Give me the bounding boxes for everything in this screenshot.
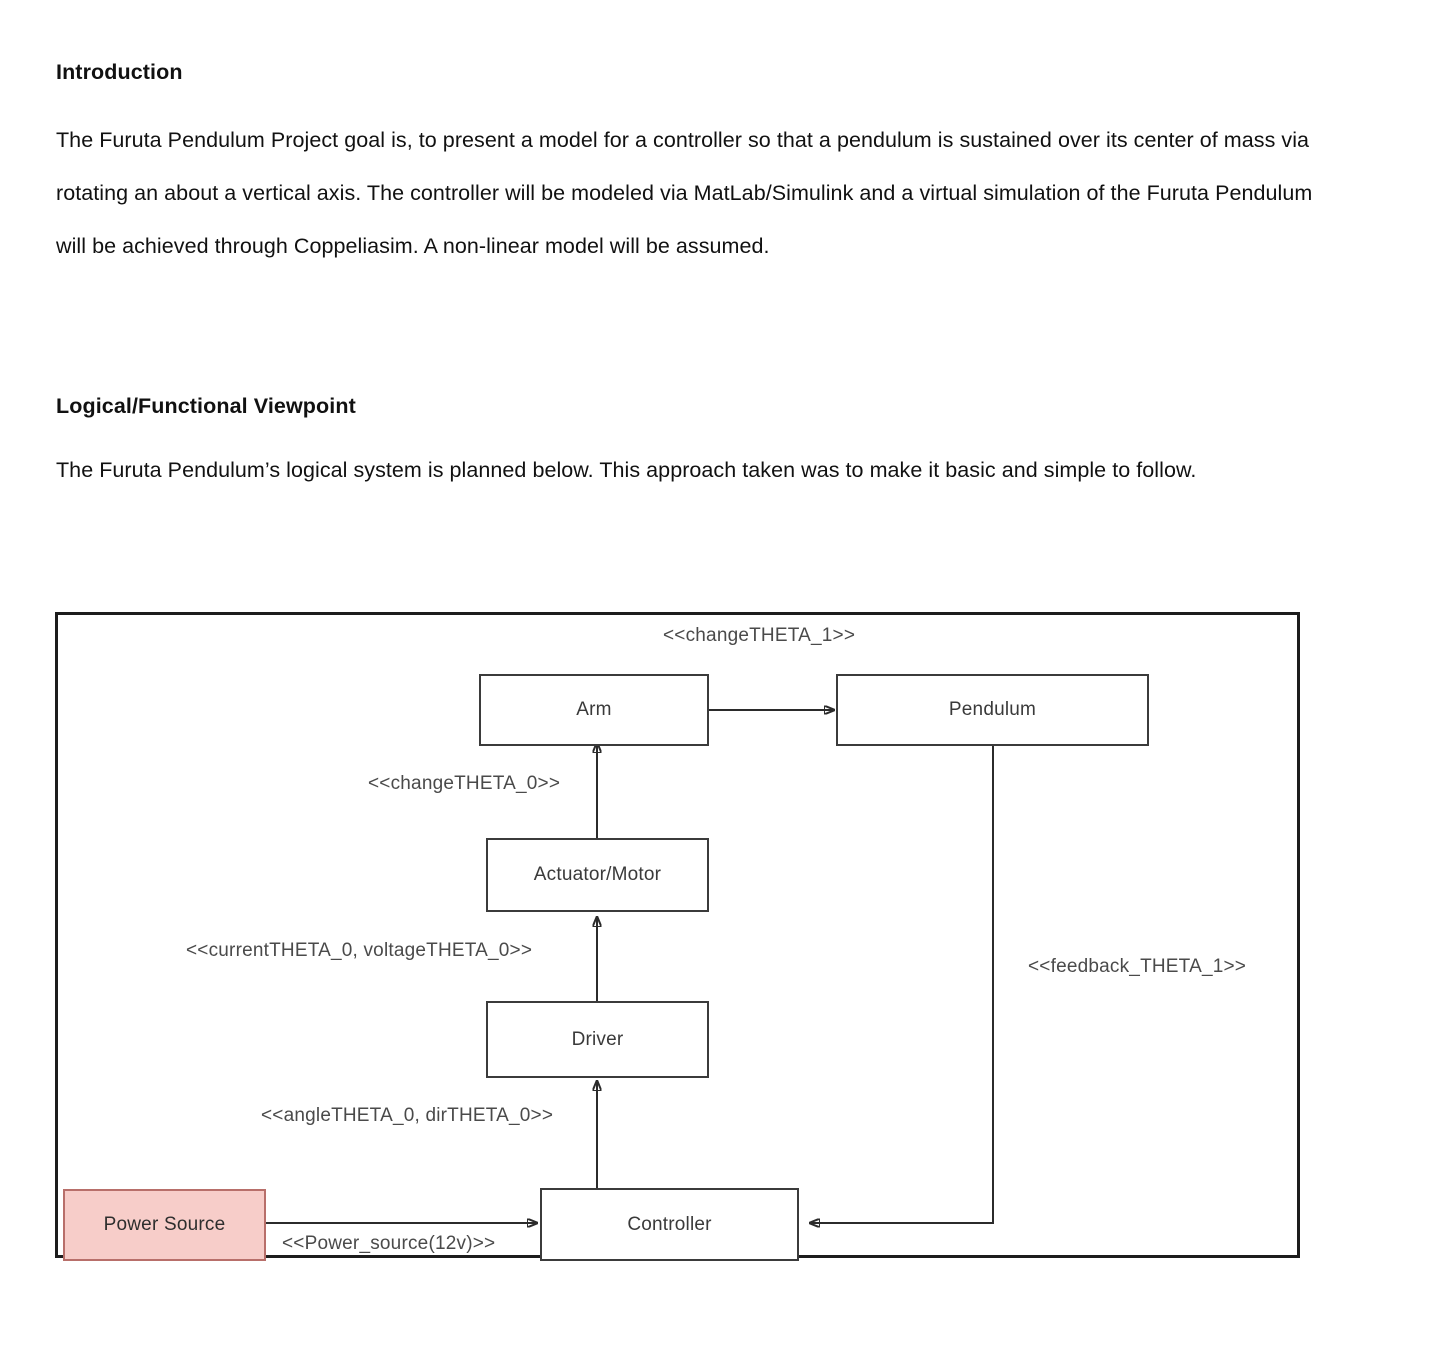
edge-label-feedback-THETA1: <<feedback_THETA_1>> <box>1028 956 1247 977</box>
edge-label-current-voltage-THETA0: <<currentTHETA_0, voltageTHETA_0>> <box>186 940 533 961</box>
block-diagram-canvas <box>58 615 1297 1255</box>
edge-label-changeTHETA1: <<changeTHETA_1>> <box>663 625 856 646</box>
edge-label-angle-dir-THETA0: <<angleTHETA_0, dirTHETA_0>> <box>261 1105 554 1126</box>
introduction-heading <box>56 60 1326 86</box>
diagram-node-label: Power Source <box>103 1214 226 1235</box>
diagram-node-arm[interactable] <box>479 674 709 746</box>
diagram-node-driver[interactable] <box>486 1001 709 1078</box>
diagram-node-controller[interactable] <box>540 1188 799 1261</box>
introduction-paragraph-text: The Furuta Pendulum Project goal is, to present a model for a controller so that a pendulum is sustained over its center of mass via rotating an about a vertical axis. The controller will be modeled via MatLab/Simulink and a virtual simulation of the Furuta Pendulum will be achieved through Coppeliasim. A non-linear model will be assumed. <box>56 128 1313 258</box>
introduction-paragraph <box>56 114 1326 273</box>
logical-viewpoint-paragraph <box>56 444 1326 497</box>
diagram-node-label: Controller <box>627 1213 712 1235</box>
logical-viewpoint-paragraph-text: The Furuta Pendulum’s logical system is planned below. This approach taken was to make it basic and simple to follow. <box>56 458 1197 482</box>
edge-label-changeTHETA0: <<changeTHETA_0>> <box>368 773 561 794</box>
diagram-node-actuator-motor[interactable] <box>486 838 709 912</box>
block-diagram-frame <box>55 612 1300 1258</box>
diagram-node-label: Pendulum <box>948 699 1037 720</box>
edge-label-power-source-12v: <<Power_source(12v)>> <box>282 1233 496 1254</box>
diagram-node-label: Driver <box>571 1028 624 1050</box>
wire-pendulum-feedback-to-controller <box>810 746 993 1223</box>
section-heading-text: Logical/Functional Viewpoint <box>56 394 356 418</box>
diagram-node-power-source[interactable] <box>63 1189 266 1261</box>
section-heading-text: Introduction <box>56 60 183 84</box>
diagram-node-label: Arm <box>576 699 612 720</box>
logical-viewpoint-heading <box>56 394 1326 420</box>
diagram-node-pendulum[interactable] <box>836 674 1149 746</box>
diagram-node-label: Actuator/Motor <box>533 864 662 885</box>
